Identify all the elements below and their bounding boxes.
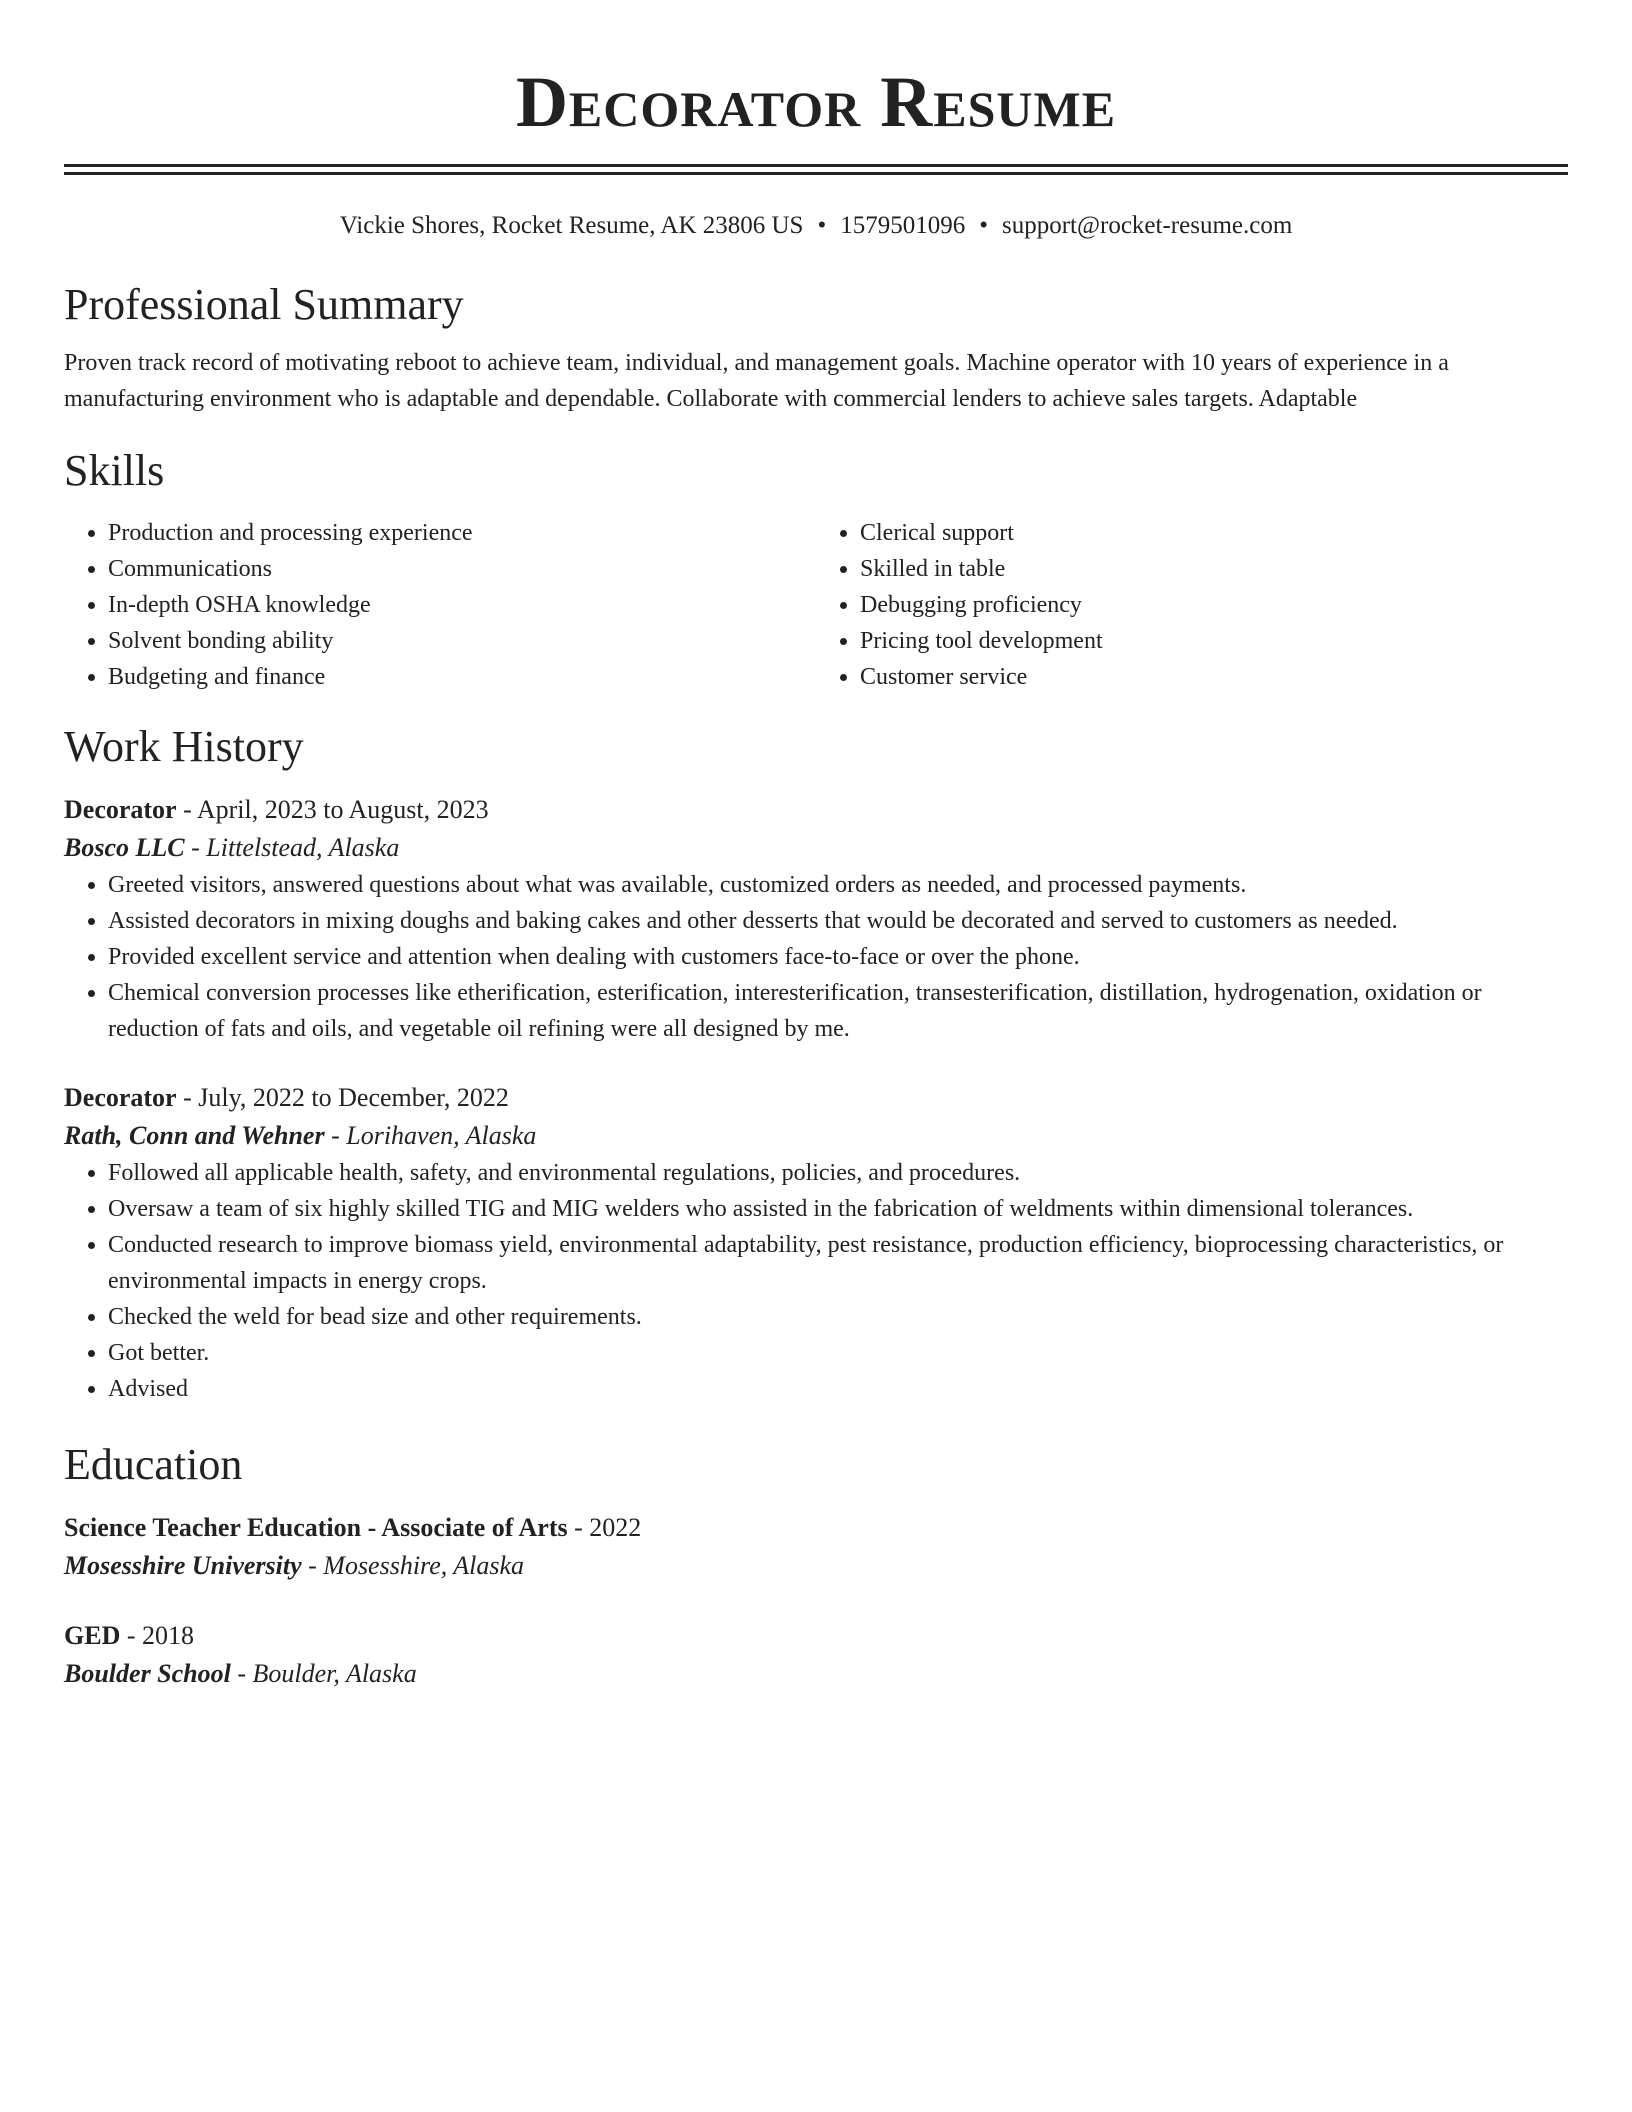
education-year: - 2018 — [120, 1621, 195, 1650]
job-location: - Littelstead, Alaska — [184, 833, 400, 862]
job-entry — [64, 791, 1568, 1047]
job-bullet: • Chemical conversion processes like etherification, esterification, interesterification, transesterification, distillation, hydrogenation, oxidation or reduction of fats and oils, and vegetable oil refining were all designed by me. — [108, 975, 1568, 1047]
job-bullet: • Advised — [108, 1371, 1568, 1407]
job-bullet: • Provided excellent service and attention when dealing with customers face-to-face or over the phone. — [108, 939, 1568, 975]
skill-item: • Debugging proficiency — [860, 587, 1568, 623]
job-company-line — [64, 829, 1568, 867]
job-entry — [64, 1079, 1568, 1407]
work-history-heading: Work History — [64, 722, 304, 771]
skills-heading: Skills — [64, 446, 165, 495]
education-location: - Boulder, Alaska — [230, 1659, 417, 1688]
education-entry — [64, 1509, 1568, 1585]
title-double-rule — [64, 164, 1568, 175]
job-bullet: • Oversaw a team of six highly skilled TIG and MIG welders who assisted in the fabrication of weldments within dimensional tolerances. — [108, 1191, 1568, 1227]
job-bullet: • Followed all applicable health, safety, and environmental regulations, policies, and procedures. — [108, 1155, 1568, 1191]
contact-phone: 1579501096 — [840, 212, 966, 239]
summary-text: Proven track record of motivating reboot to achieve team, individual, and management goals. Machine operator with 10 years of experience in a manufacturing environment who is adaptable and dependable. Collaborate with commercial lenders to achieve sales targets. Adaptable — [64, 350, 1449, 412]
job-bullet: • Assisted decorators in mixing doughs and baking cakes and other desserts that would be decorated and served to customers as needed. — [108, 903, 1568, 939]
job-company: Bosco LLC — [64, 833, 185, 862]
contact-address: Vickie Shores, Rocket Resume, AK 23806 US — [339, 212, 804, 239]
skills-list-left — [64, 515, 816, 695]
education-degree-line — [64, 1509, 1568, 1547]
resume-title: Decorator Resume — [515, 62, 1117, 142]
contact-separator: • — [979, 212, 988, 239]
education-degree: Science Teacher Education - Associate of Arts — [64, 1513, 568, 1542]
education-year: - 2022 — [567, 1513, 642, 1542]
job-bullet: • Greeted visitors, answered questions about what was available, customized orders as needed, and processed payments. — [108, 867, 1568, 903]
skill-item: • Solvent bonding ability — [108, 623, 816, 659]
job-title: Decorator — [64, 795, 177, 824]
education-school-line — [64, 1547, 1568, 1585]
education-degree-line — [64, 1617, 1568, 1655]
job-company: Rath, Conn and Wehner — [64, 1121, 325, 1150]
job-bullet-list — [64, 1155, 1568, 1407]
skill-item: • Budgeting and finance — [108, 659, 816, 695]
skill-item: • Customer service — [860, 659, 1568, 695]
education-school-line — [64, 1655, 1568, 1693]
job-title: Decorator — [64, 1083, 177, 1112]
job-dates: - July, 2022 to December, 2022 — [176, 1083, 509, 1112]
skills-columns — [64, 515, 1568, 695]
summary-heading: Professional Summary — [64, 280, 464, 329]
education-school: Mosesshire University — [64, 1551, 302, 1580]
job-bullet: • Got better. — [108, 1335, 1568, 1371]
job-bullet-list — [64, 867, 1568, 1047]
skill-item: • Production and processing experience — [108, 515, 816, 551]
skill-item: • Skilled in table — [860, 551, 1568, 587]
education-entry — [64, 1617, 1568, 1693]
education-degree: GED — [64, 1621, 121, 1650]
skill-item: • In-depth OSHA knowledge — [108, 587, 816, 623]
job-title-line — [64, 1079, 1568, 1117]
skill-item: • Communications — [108, 551, 816, 587]
skills-list-right — [816, 515, 1568, 695]
job-title-line — [64, 791, 1568, 829]
job-bullet: • Checked the weld for bead size and other requirements. — [108, 1299, 1568, 1335]
job-location: - Lorihaven, Alaska — [324, 1121, 537, 1150]
job-dates: - April, 2023 to August, 2023 — [176, 795, 489, 824]
contact-line — [64, 209, 1568, 243]
skill-item: • Pricing tool development — [860, 623, 1568, 659]
education-school: Boulder School — [64, 1659, 231, 1688]
education-heading: Education — [64, 1440, 243, 1489]
education-location: - Mosesshire, Alaska — [301, 1551, 525, 1580]
contact-email: support@rocket-resume.com — [1001, 212, 1293, 239]
skill-item: • Clerical support — [860, 515, 1568, 551]
contact-separator: • — [817, 212, 827, 239]
job-company-line — [64, 1117, 1568, 1155]
job-bullet: • Conducted research to improve biomass yield, environmental adaptability, pest resistance, production efficiency, bioprocessing characteristics, or environmental impacts in energy crops. — [108, 1227, 1568, 1299]
